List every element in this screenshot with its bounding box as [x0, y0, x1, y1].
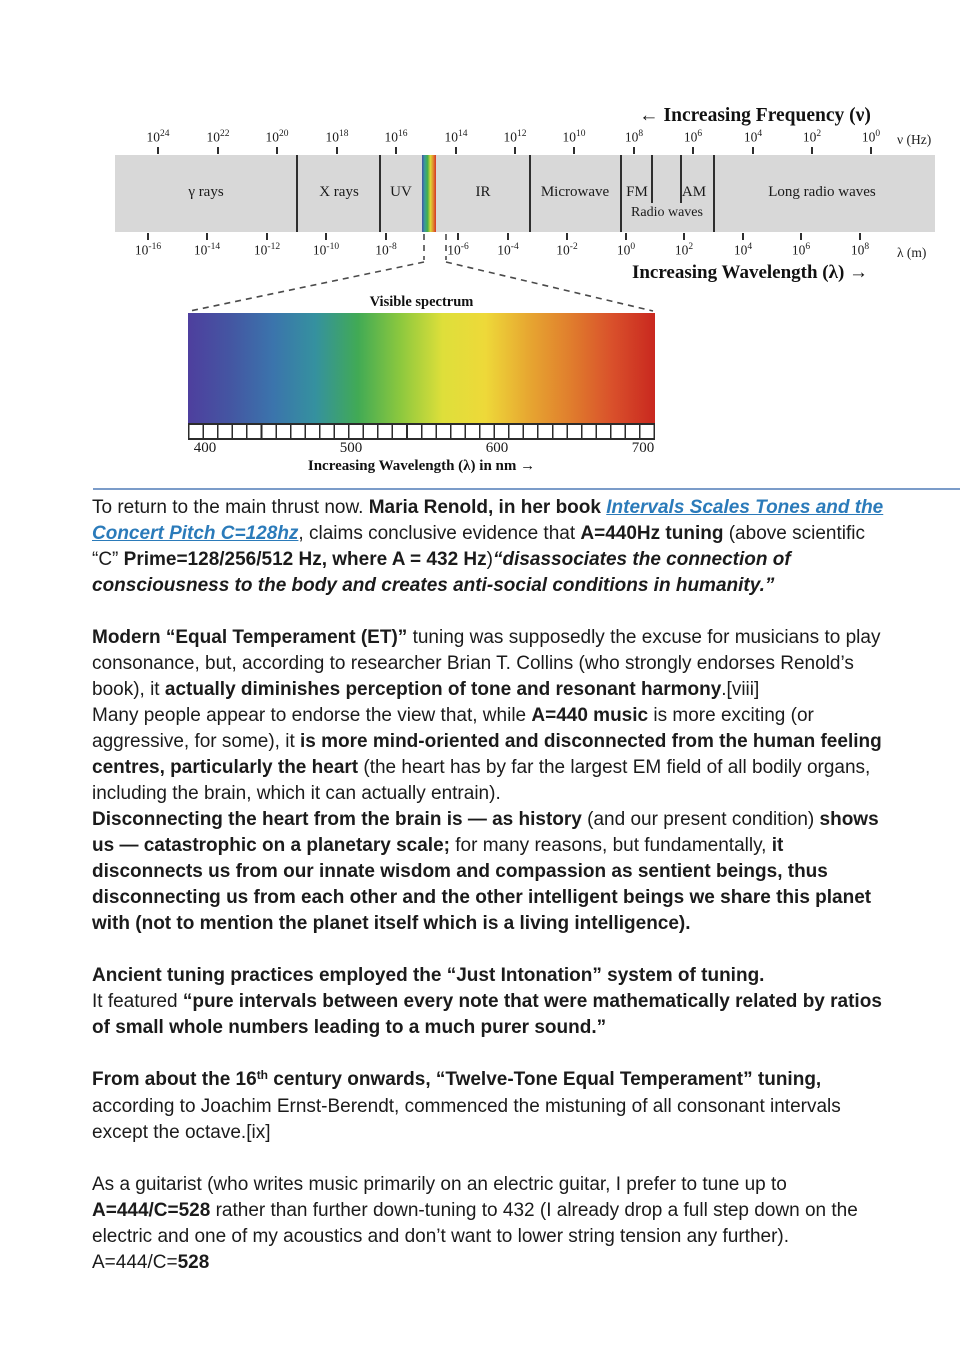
- wavelength-tick-label: $10^8$: [850, 242, 870, 258]
- band-divider: [651, 155, 653, 203]
- wavelength-tick-label: $10^4$: [733, 242, 753, 258]
- wavelength-tick-label: $10^0$: [616, 242, 636, 258]
- freq-tick: [455, 147, 457, 154]
- paragraph: [92, 963, 885, 1041]
- freq-tick: [514, 147, 516, 154]
- band-label: FM: [626, 184, 648, 200]
- paragraph: [92, 1172, 885, 1276]
- freq-tick: [870, 147, 872, 154]
- band-label: UV: [390, 184, 412, 200]
- wavelength-tick: [800, 233, 802, 240]
- text-run: rather than further down-tuning to 432 (I already drop a full step down on the electric and one of my acoustics and don’t want to lower string tension any further).: [92, 1200, 858, 1247]
- band-divider: [529, 155, 531, 232]
- text-run: A=440Hz tuning: [580, 523, 724, 544]
- text-run: Disconnecting the heart from the brain is — as history: [92, 809, 582, 830]
- wavelength-tick-label: $10^{-4}$: [497, 242, 519, 258]
- text-run: th: [256, 1068, 269, 1082]
- freq-tick: [217, 147, 219, 154]
- wavelength-tick: [266, 233, 268, 240]
- text-run: Maria Renold, in her book: [368, 497, 607, 518]
- nm-tick-label: 400: [193, 440, 217, 456]
- text-run: A=440 music: [531, 705, 649, 726]
- freq-tick: [692, 147, 694, 154]
- text-run: A=444/C=528: [92, 1200, 211, 1221]
- nm-axis-caption: Increasing Wavelength (λ) in nm →: [307, 458, 536, 474]
- text-run: for many reasons, but fundamentally,: [449, 835, 772, 856]
- wavelength-tick: [625, 233, 627, 240]
- text-run: Prime=128/256/512 Hz, where A = 432 Hz: [123, 549, 487, 570]
- band-label: γ rays: [188, 184, 224, 200]
- band-divider: [620, 155, 622, 232]
- paragraph: [92, 807, 885, 937]
- article-text: [92, 495, 885, 1276]
- band-divider: [713, 155, 715, 232]
- text-run: is more exciting (or aggressive, for some), it: [92, 705, 814, 752]
- freq-tick-label: $10^2$: [802, 129, 822, 145]
- text-divider-rule: [93, 488, 960, 490]
- text-run: .[viii]: [721, 679, 760, 700]
- nm-tick-label: 600: [485, 440, 509, 456]
- text-run: As a guitarist (who writes music primarily on an electric guitar, I prefer to tune up to: [92, 1174, 787, 1195]
- text-run: Ancient tuning practices employed the “Just Intonation” system of tuning.: [92, 965, 765, 986]
- text-run: 528: [177, 1252, 210, 1273]
- wavelength-tick: [683, 233, 685, 240]
- wavelength-tick-label: $10^{-14}$: [193, 242, 221, 258]
- freq-tick: [157, 147, 159, 154]
- em-spectrum-figure: [0, 0, 968, 487]
- wavelength-tick-label: $10^{-10}$: [312, 242, 340, 258]
- text-run: ): [486, 549, 493, 570]
- freq-tick-label: $10^{24}$: [146, 129, 170, 145]
- band-label: X rays: [319, 184, 359, 200]
- band-divider: [379, 155, 381, 232]
- freq-tick-label: $10^{18}$: [325, 129, 349, 145]
- radio-waves-label: Radio waves: [631, 205, 703, 220]
- text-run: From about the 16: [92, 1069, 257, 1090]
- wavelength-tick: [742, 233, 744, 240]
- freq-tick-label: $10^{16}$: [384, 129, 408, 145]
- text-run: Modern “Equal Temperament (ET)”: [92, 627, 408, 648]
- band-divider: [296, 155, 298, 232]
- wavelength-tick-label: $10^{-2}$: [556, 242, 578, 258]
- increasing-frequency-label: ← Increasing Frequency (ν): [639, 105, 871, 126]
- visible-spectrum-gradient: [188, 313, 655, 423]
- nm-tick-label: 500: [339, 440, 363, 456]
- wavelength-tick: [507, 233, 509, 240]
- wavelength-tick: [385, 233, 387, 240]
- text-run: actually diminishes perception of tone and resonant harmony: [164, 679, 722, 700]
- band-divider: [680, 155, 682, 203]
- wavelength-tick: [325, 233, 327, 240]
- freq-tick: [395, 147, 397, 154]
- text-run: Many people appear to endorse the view that, while: [92, 705, 532, 726]
- wavelength-unit-label: λ (m): [897, 245, 927, 260]
- wavelength-tick: [206, 233, 208, 240]
- freq-tick: [811, 147, 813, 154]
- wavelength-tick: [859, 233, 861, 240]
- freq-tick-label: $10^0$: [861, 129, 881, 145]
- freq-tick-label: $10^{14}$: [444, 129, 468, 145]
- wavelength-tick-label: $10^{-16}$: [134, 242, 162, 258]
- freq-tick: [276, 147, 278, 154]
- text-run: (above scientific “C”: [92, 523, 865, 570]
- text-run: “disassociates the connection of consciousness to the body and creates anti-social conditions in humanity.”: [92, 549, 791, 596]
- text-run: it disconnects us from our innate wisdom and compassion as sentient beings, thus disconnecting us from each other and the other intelligent beings we share this planet with (not to mention the planet itself which is a living intelligence).: [92, 835, 872, 934]
- text-run: A=444/C=: [92, 1252, 178, 1273]
- text-run: (and our present condition): [581, 809, 820, 830]
- band-label: IR: [475, 184, 491, 200]
- wavelength-tick: [147, 233, 149, 240]
- wavelength-tick-label: $10^2$: [674, 242, 694, 258]
- freq-tick: [336, 147, 338, 154]
- text-run: To return to the main thrust now.: [92, 497, 369, 518]
- freq-tick-label: $10^{10}$: [562, 129, 586, 145]
- band-label: Long radio waves: [768, 184, 876, 200]
- text-run: It featured: [92, 991, 183, 1012]
- text-run: century onwards, “Twelve-Tone Equal Temperament” tuning,: [268, 1069, 822, 1090]
- text-run: according to Joachim Ernst-Berendt, commenced the mistuning of all consonant intervals except the octave.[ix]: [92, 1096, 841, 1143]
- spectrum-ruler: [188, 423, 655, 440]
- wavelength-tick-label: $10^6$: [791, 242, 811, 258]
- text-run: tuning was supposedly the excuse for musicians to play consonance, but, according to researcher Brian T. Collins (who strongly endorses Renold’s book), it: [92, 627, 881, 700]
- wavelength-tick-label: $10^{-8}$: [375, 242, 397, 258]
- frequency-unit-label: ν (Hz): [897, 132, 932, 147]
- band-label: Microwave: [540, 184, 610, 200]
- text-run: (the heart has by far the largest EM field of all bodily organs, including the brain, which it can actually entrain).: [92, 757, 871, 804]
- freq-tick-label: $10^{20}$: [265, 129, 289, 145]
- wavelength-tick: [566, 233, 568, 240]
- freq-tick: [752, 147, 754, 154]
- wavelength-tick: [457, 233, 459, 240]
- text-run: , claims conclusive evidence that: [298, 523, 581, 544]
- text-run: shows us — catastrophic on a planetary scale;: [92, 809, 879, 856]
- freq-tick-label: $10^6$: [683, 129, 703, 145]
- nm-tick-label: 700: [631, 440, 655, 456]
- article: [0, 488, 968, 1276]
- visible-light-strip: [422, 155, 436, 232]
- wavelength-tick-label: $10^{-12}$: [253, 242, 281, 258]
- visible-spectrum-title: Visible spectrum: [369, 294, 474, 310]
- freq-tick: [633, 147, 635, 154]
- freq-tick-label: $10^4$: [743, 129, 763, 145]
- freq-tick: [573, 147, 575, 154]
- paragraph: [92, 495, 885, 599]
- freq-tick-label: $10^{22}$: [206, 129, 230, 145]
- paragraph: [92, 625, 885, 807]
- freq-tick-label: $10^{12}$: [503, 129, 527, 145]
- wavelength-tick-label: $10^{-6}$: [447, 242, 469, 258]
- text-run: is more mind-oriented and disconnected from the human feeling centres, particularly the heart: [92, 731, 882, 778]
- increasing-wavelength-label: Increasing Wavelength (λ) →: [631, 262, 869, 283]
- freq-tick-label: $10^8$: [624, 129, 644, 145]
- band-label: AM: [681, 184, 707, 200]
- book-title-link[interactable]: Intervals Scales Tones and the Concert Pitch C=128hz: [92, 497, 884, 544]
- paragraph: [92, 1067, 885, 1146]
- text-run: “pure intervals between every note that were mathematically related by ratios of small whole numbers leading to a much purer sound.”: [92, 991, 882, 1038]
